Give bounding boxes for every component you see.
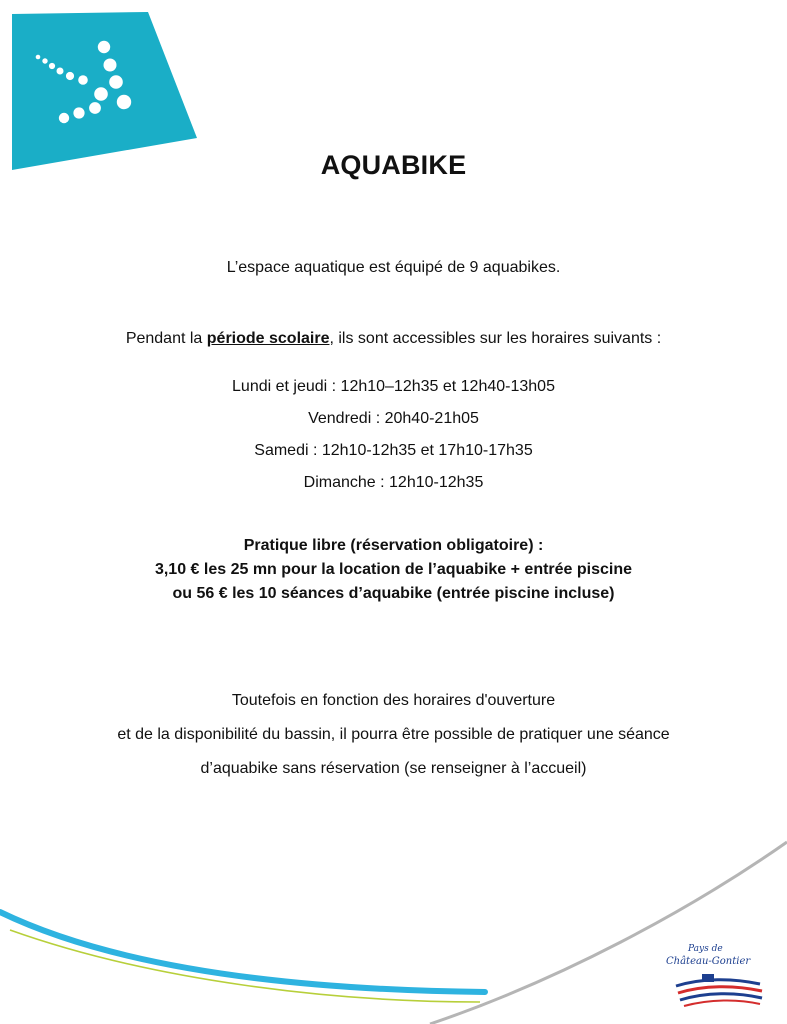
schedule-monday-thursday: Lundi et jeudi : 12h10–12h35 et 12h40-13h05 [232, 378, 555, 395]
note-line-1: Toutefois en fonction des horaires d'ouverture [231, 692, 556, 709]
pricing-line-1: 3,10 € les 25 mn pour la location de l’aquabike + entrée piscine [154, 561, 633, 578]
page-title: AQUABIKE [320, 150, 467, 180]
pricing-line-2: ou 56 € les 10 séances d’aquabike (entrée piscine incluse) [172, 585, 615, 602]
period-after: , ils sont accessibles sur les horaires suivants : [329, 330, 662, 347]
schedule-saturday: Samedi : 12h10-12h35 et 17h10-17h35 [254, 442, 533, 459]
footer-logo-line-1: Pays de [688, 944, 723, 954]
schedule-sunday: Dimanche : 12h10-12h35 [303, 474, 484, 491]
note-line-2: et de la disponibilité du bassin, il pourra être possible de pratiquer une séance [117, 726, 670, 743]
pays-chateau-gontier-logo [662, 938, 772, 1014]
period-highlight: période scolaire [206, 330, 330, 347]
intro-text: L’espace aquatique est équipé de 9 aquabikes. [226, 259, 561, 276]
footer-logo-line-2: Château-Gontier [666, 956, 751, 967]
period-before: Pendant la [125, 330, 207, 347]
pricing-heading: Pratique libre (réservation obligatoire) : [243, 537, 544, 554]
note-line-3: d’aquabike sans réservation (se renseigner à l’accueil) [200, 760, 587, 777]
period-sentence [0, 328, 787, 350]
schedule-friday: Vendredi : 20h40-21h05 [308, 410, 479, 427]
